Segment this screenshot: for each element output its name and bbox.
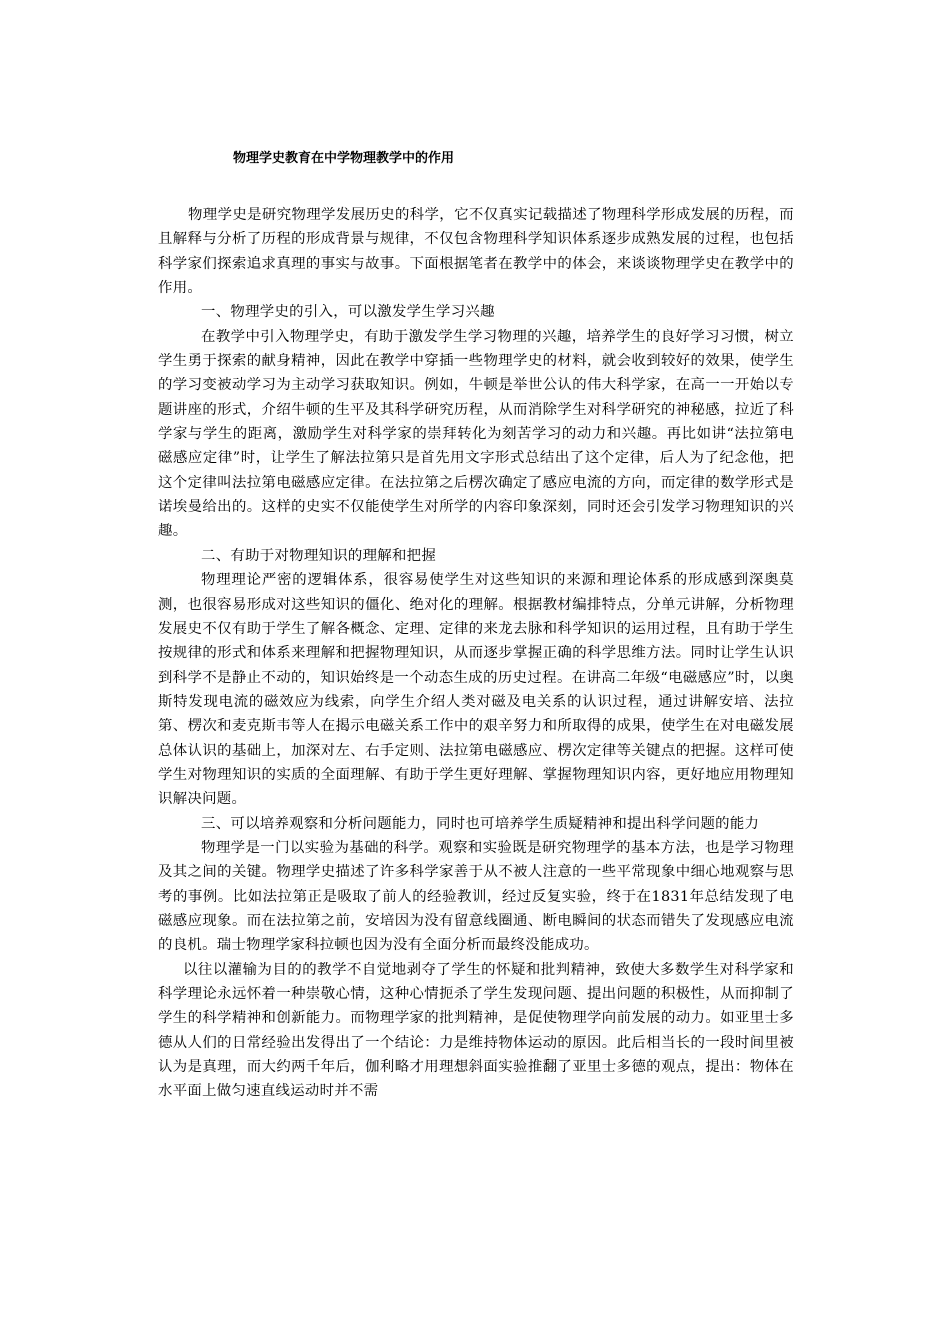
section-heading-2: 二、有助于对物理知识的理解和把握 <box>201 547 437 564</box>
intro-paragraph: 物理学史是研究物理学发展历史的科学，它不仅真实记载描述了物理科学形成发展的历程，而且解释与分析了历程的形成背景与规律，不仅包含物理科学知识体系逐步成熟发展的过程，也包括科学家们探索追求真理的事实与故事。下面根据笔者在教学中的体会，来谈谈物理学史在教学中的作用。 <box>158 207 794 297</box>
section-heading-3: 三、可以培养观察和分析问题能力，同时也可培养学生质疑精神和提出科学问题的能力 <box>201 815 760 832</box>
section-1-paragraph: 在教学中引入物理学史，有助于激发学生学习物理的兴趣，培养学生的良好学习习惯，树立学生勇于探索的献身精神，因此在教学中穿插一些物理学史的材料，就会收到较好的效果，使学生的学习变被动学习为主动学习获取知识。例如，牛顿是举世公认的伟大科学家，在高一一开始以专题讲座的形式，介绍牛顿的生平及其科学研究历程，从而消除学生对科学研究的神秘感，拉近了科学家与学生的距离，激励学生对科学家的崇拜转化为刻苦学习的动力和兴趣。再比如讲“法拉第电磁感应定律”时，让学生了解法拉第只是首先用文字形式总结出了这个定律，后人为了纪念他，把这个定律叫法拉第电磁感应定律。在法拉第之后楞次确定了感应电流的方向，而定律的数学形式是诺埃曼给出的。这样的史实不仅能使学生对所学的内容印象深刻，同时还会引发学习物理知识的兴趣。 <box>158 328 794 540</box>
section-2-paragraph: 物理理论严密的逻辑体系，很容易使学生对这些知识的来源和理论体系的形成感到深奥莫测，也很容易形成对这些知识的僵化、绝对化的理解。根据教材编排特点，分单元讲解，分析物理发展史不仅有助于学生了解各概念、定理、定律的来龙去脉和科学知识的运用过程，且有助于学生按规律的形式和体系来理解和把握物理知识，从而逐步掌握正确的科学思维方法。同时让学生认识到科学不是静止不动的，知识始终是一个动态生成的历史过程。在讲高二年级“电磁感应”时，以奥斯特发现电流的磁效应为线索，向学生介绍人类对磁及电关系的认识过程，通过讲解安培、法拉第、楞次和麦克斯韦等人在揭示电磁关系工作中的艰辛努力和所取得的成果，使学生在对电磁发展总体认识的基础上，加深对左、右手定则、法拉第电磁感应、楞次定律等关键点的把握。这样可使学生对物理知识的实质的全面理解、有助于学生更好理解、掌握物理知识内容，更好地应用物理知识解决问题。 <box>158 572 794 808</box>
section-heading-1: 一、物理学史的引入，可以激发学生学习兴趣 <box>201 304 495 321</box>
section-3-paragraph: 物理学是一门以实验为基础的科学。观察和实验既是研究物理学的基本方法，也是学习物理及其之间的关键。物理学史描述了许多科学家善于从不被人注意的一些平常现象中细心地观察与思考的事例。比如法拉第正是吸取了前人的经验教训，经过反复实验，终于在1831年总结发现了电磁感应现象。而在法拉第之前，安培因为没有留意线圈通、断电瞬间的状态而错失了发现感应电流的良机。瑞士物理学家科拉顿也因为没有全面分析而最终没能成功。 <box>158 839 794 954</box>
document-body <box>158 203 794 1104</box>
document-title: 物理学史教育在中学物理教学中的作用 <box>233 151 455 166</box>
section-3-paragraph-continued: 以往以灌输为目的的教学不自觉地剥夺了学生的怀疑和批判精神，致使大多数学生对科学家和科学理论永远怀着一种崇敬心情，这种心情扼杀了学生发现问题、提出问题的积极性，从而抑制了学生的科学精神和创新能力。而物理学家的批判精神，是促使物理学向前发展的动力。如亚里士多德从人们的日常经验出发得出了一个结论：力是维持物体运动的原因。此后相当长的一段时间里被认为是真理，而大约两千年后，伽利略才用理想斜面实验推翻了亚里士多德的观点，提出：物体在水平面上做匀速直线运动时并不需 <box>158 961 794 1100</box>
